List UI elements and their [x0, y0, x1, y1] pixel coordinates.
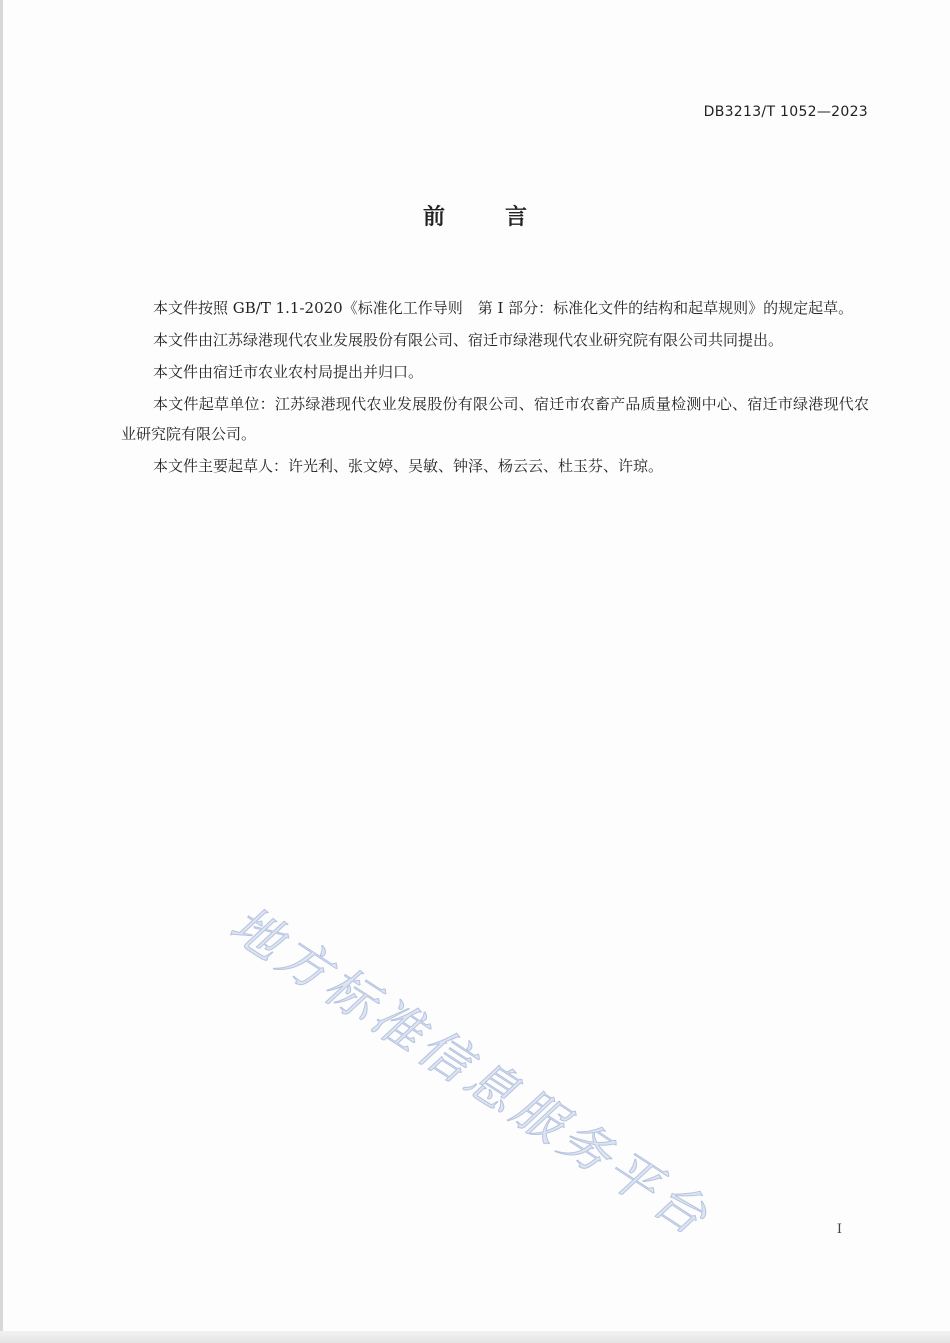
- title-char-2: 言: [505, 205, 528, 230]
- title-char-1: 前: [422, 205, 445, 230]
- paragraph-administrator: 本文件由宿迁市农业农村局提出并归口。: [153, 363, 424, 381]
- document-code: DB3213/T 1052—2023: [703, 104, 868, 120]
- paragraph-drafting-units: 本文件起草单位：江苏绿港现代农业发展股份有限公司、宿迁市农畜产品质量检测中心、宿迁市绿港现代农业研究院有限公司。: [121, 395, 869, 443]
- page-number: I: [836, 1222, 842, 1237]
- page-title: [0, 200, 950, 231]
- paragraph-proposers: 本文件由江苏绿港现代农业发展股份有限公司、宿迁市绿港现代农业研究院有限公司共同提出。: [153, 331, 784, 349]
- scan-bottom-edge: [0, 1331, 950, 1343]
- paragraph-drafters: 本文件主要起草人：许光利、张文婷、吴敏、钟泽、杨云云、杜玉芬、许琼。: [153, 457, 664, 475]
- paragraph-drafting-rules: 本文件按照 GB/T 1.1-2020《标准化工作导则 第 I 部分：标准化文件的结构和起草规则》的规定起草。: [153, 299, 854, 317]
- watermark: 地方标准信息服务平台: [220, 895, 722, 1249]
- foreword-body: [121, 293, 869, 483]
